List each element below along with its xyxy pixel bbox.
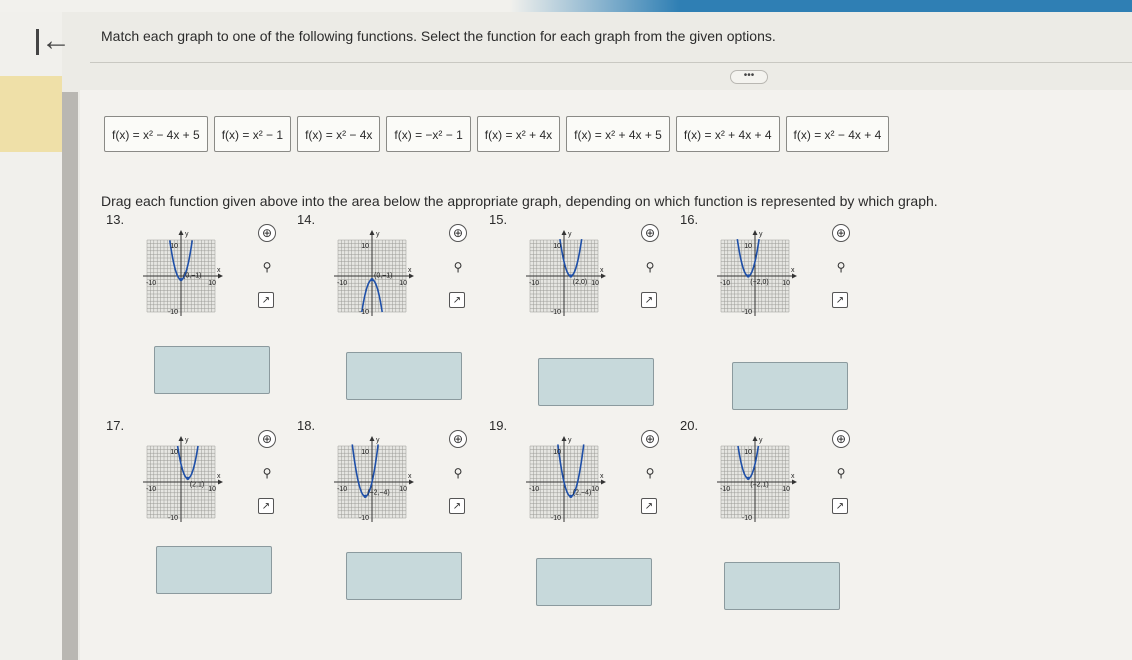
tick-label-x-min: -10 [529,280,540,287]
back-button[interactable] [36,26,71,56]
axis-y-label: y [568,231,572,238]
zoom-in-icon[interactable]: ⊕ [449,224,467,242]
graph-number: 14. [297,212,316,227]
axis-x-label: x [217,267,221,274]
tick-label-x-max: 10 [399,486,407,493]
tick-label-y-max: 10 [744,243,752,250]
vertex-point [747,274,750,277]
more-button[interactable]: ••• [730,70,768,84]
zoom-in-icon[interactable]: ⊕ [641,224,659,242]
graph-number: 17. [106,418,125,433]
axis-x-label: x [600,473,604,480]
popout-icon[interactable]: ↗ [641,498,657,514]
parabola-graph [524,432,606,532]
scrollbar[interactable] [62,92,78,660]
parabola-graph [715,226,797,326]
drag-instruction-text: Drag each function given above into the area below the appropriate graph, depending on which function is represented by which graph. [101,193,938,209]
zoom-in-icon[interactable]: ⊕ [832,430,850,448]
zoom-out-icon[interactable]: ⚲ [645,260,655,274]
vertex-label: (2,1) [189,481,205,489]
vertex-point [747,477,750,480]
vertex-label: (−2,0) [750,279,769,286]
tick-label-x-max: 10 [591,486,599,493]
tick-label-y-min: -10 [741,515,752,522]
function-chip[interactable]: f(x) = x² − 4x [297,116,380,152]
back-arrow-icon: ← [41,24,71,57]
zoom-out-icon[interactable]: ⚲ [262,260,272,274]
tick-label-y-max: 10 [361,449,369,456]
popout-icon[interactable]: ↗ [832,498,848,514]
tick-label-x-max: 10 [208,280,216,287]
vertex-point [569,274,572,277]
zoom-out-icon[interactable]: ⚲ [645,466,655,480]
vertex-point [186,477,189,480]
popout-icon[interactable]: ↗ [641,292,657,308]
vertex-label: (0,−1) [183,272,202,280]
answer-drop-zone[interactable] [732,362,848,410]
tick-label-x-max: 10 [208,486,216,493]
top-bar [0,0,1132,12]
tick-label-y-max: 10 [361,243,369,250]
tick-label-x-max: 10 [782,280,790,287]
popout-icon[interactable]: ↗ [258,498,274,514]
tick-label-y-min: -10 [741,309,752,316]
tick-label-x-min: -10 [529,486,540,493]
tick-label-y-max: 10 [553,449,561,456]
axis-y-label: y [376,231,380,238]
tick-label-y-min: -10 [358,309,369,316]
function-options [104,116,889,154]
graph-number: 13. [106,212,125,227]
tick-label-x-max: 10 [591,280,599,287]
zoom-in-icon[interactable]: ⊕ [832,224,850,242]
zoom-in-icon[interactable]: ⊕ [258,430,276,448]
zoom-out-icon[interactable]: ⚲ [836,466,846,480]
axis-y-label: y [568,437,572,444]
function-chip[interactable]: f(x) = x² + 4x [477,116,560,152]
vertex-label: (0,−1) [374,272,393,280]
tick-label-y-min: -10 [550,515,561,522]
graph-number: 20. [680,418,699,433]
axis-x-label: x [791,267,795,274]
function-chip[interactable]: f(x) = x² − 4x + 4 [786,116,890,152]
answer-drop-zone[interactable] [156,546,272,594]
function-chip[interactable]: f(x) = x² + 4x + 4 [676,116,780,152]
tick-label-x-min: -10 [720,486,731,493]
tick-label-y-max: 10 [553,243,561,250]
answer-drop-zone[interactable] [536,558,652,606]
popout-icon[interactable]: ↗ [449,292,465,308]
graph-number: 15. [489,212,508,227]
parabola-graph [332,432,414,532]
parabola-graph [141,226,223,326]
parabola-graph [332,226,414,326]
vertex-label: (−2,1) [750,481,769,489]
parabola-graph [524,226,606,326]
parabola-graph [715,432,797,532]
vertex-label: (2,0) [572,279,588,286]
parabola-graph [141,432,223,532]
axis-y-label: y [759,437,763,444]
zoom-in-icon[interactable]: ⊕ [258,224,276,242]
tick-label-y-min: -10 [167,309,178,316]
graph-number: 19. [489,418,508,433]
function-chip[interactable]: f(x) = −x² − 1 [386,116,470,152]
back-bar-icon [36,29,39,55]
axis-x-label: x [408,267,412,274]
zoom-out-icon[interactable]: ⚲ [836,260,846,274]
tick-label-x-min: -10 [337,486,348,493]
popout-icon[interactable]: ↗ [832,292,848,308]
tick-label-y-min: -10 [550,309,561,316]
tick-label-y-max: 10 [170,243,178,250]
answer-drop-zone[interactable] [346,552,462,600]
popout-icon[interactable]: ↗ [258,292,274,308]
tick-label-y-max: 10 [170,449,178,456]
instruction-text: Match each graph to one of the following functions. Select the function for each graph from the given options. [101,28,776,44]
popout-icon[interactable]: ↗ [449,498,465,514]
answer-drop-zone[interactable] [724,562,840,610]
tick-label-x-min: -10 [146,486,157,493]
function-chip[interactable]: f(x) = x² − 4x + 5 [104,116,208,152]
divider [90,62,1132,63]
axis-x-label: x [217,473,221,480]
tick-label-x-min: -10 [720,280,731,287]
graph-number: 18. [297,418,316,433]
vertex-label: (2,−4) [572,489,592,497]
function-chip[interactable]: f(x) = x² + 4x + 5 [566,116,670,152]
tick-label-y-max: 10 [744,449,752,456]
answer-drop-zone[interactable] [154,346,270,394]
graph-number: 16. [680,212,699,227]
function-chip[interactable]: f(x) = x² − 1 [214,116,291,152]
axis-y-label: y [376,437,380,444]
zoom-in-icon[interactable]: ⊕ [641,430,659,448]
tick-label-x-max: 10 [399,280,407,287]
tick-label-x-min: -10 [337,280,348,287]
axis-y-label: y [185,231,189,238]
tick-label-y-min: -10 [358,515,369,522]
axis-y-label: y [759,231,763,238]
tick-label-y-min: -10 [167,515,178,522]
answer-drop-zone[interactable] [538,358,654,406]
zoom-out-icon[interactable]: ⚲ [453,260,463,274]
vertex-label: (−2,−4) [367,489,390,497]
axis-y-label: y [185,437,189,444]
tick-label-x-min: -10 [146,280,157,287]
left-accent-panel [0,76,62,152]
axis-x-label: x [791,473,795,480]
zoom-out-icon[interactable]: ⚲ [262,466,272,480]
axis-x-label: x [408,473,412,480]
tick-label-x-max: 10 [782,486,790,493]
answer-drop-zone[interactable] [346,352,462,400]
zoom-out-icon[interactable]: ⚲ [453,466,463,480]
zoom-in-icon[interactable]: ⊕ [449,430,467,448]
axis-x-label: x [600,267,604,274]
